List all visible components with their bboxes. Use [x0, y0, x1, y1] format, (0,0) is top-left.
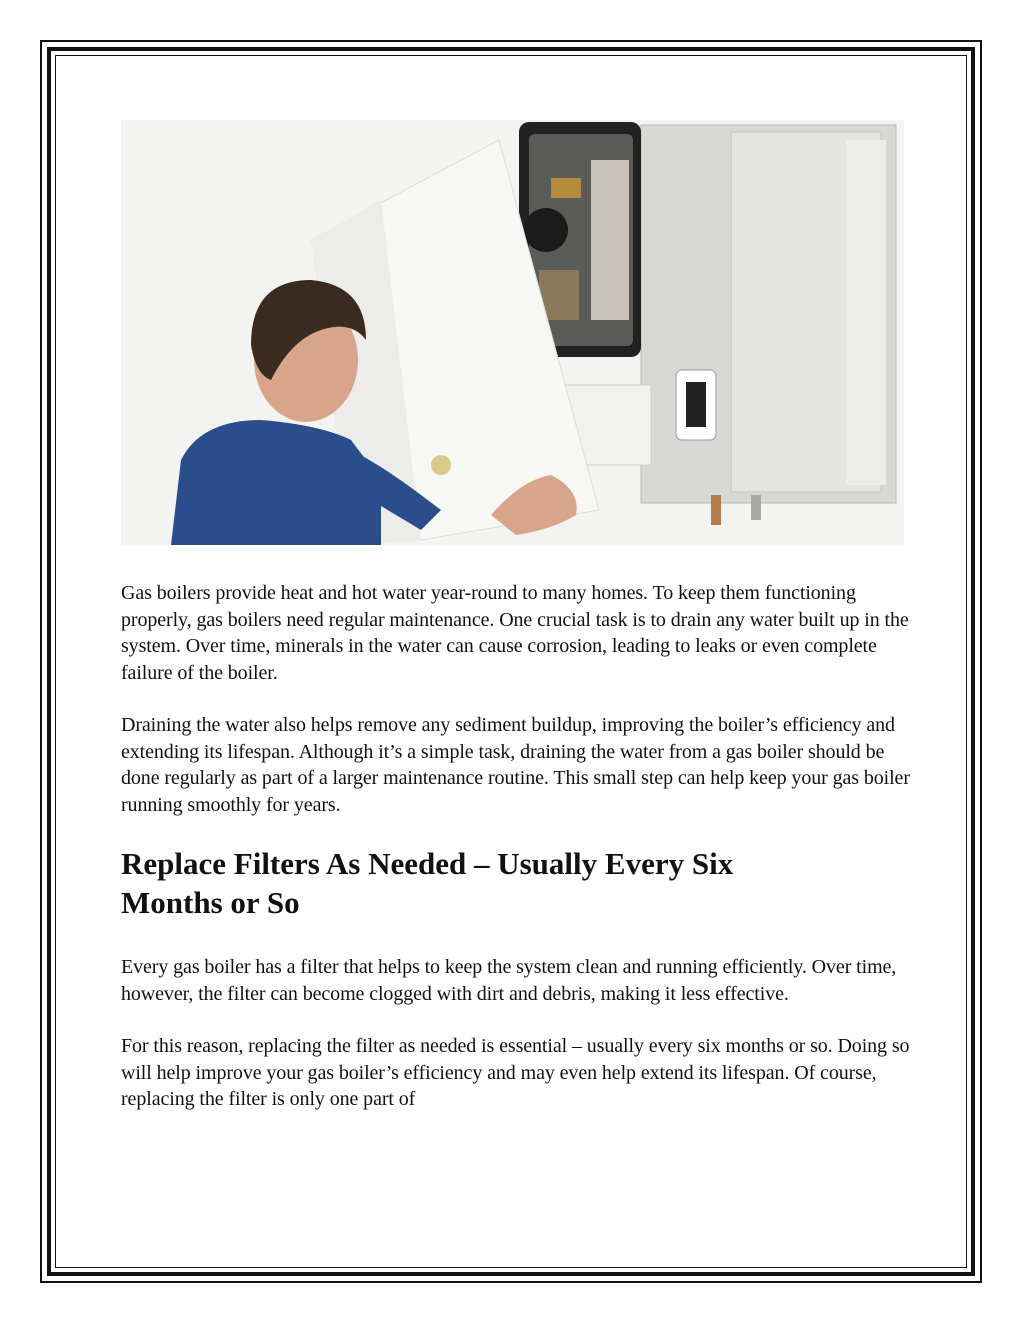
article-body	[121, 580, 911, 1139]
section-paragraph-1: Every gas boiler has a filter that helps to keep the system clean and running efficiently. Over time, however, the filter can become clogged with dirt and debris, making it less effective.	[121, 956, 897, 1005]
boiler-repair-photo	[121, 120, 904, 545]
intro-paragraph-1: Gas boilers provide heat and hot water year-round to many homes. To keep them functioning properly, gas boilers need regular maintenance. One crucial task is to drain any water built up in the system. Over time, minerals in the water can cause corrosion, leading to leaks or even complete failure of the boiler.	[121, 582, 909, 684]
section-paragraph-2: For this reason, replacing the filter as needed is essential – usually every six months or so. Doing so will help improve your gas boiler’s efficiency and may even help extend its lifespan. Of course, replacing the filter is only one part of	[121, 1035, 910, 1110]
intro-paragraph-2: Draining the water also helps remove any sediment buildup, improving the boiler’s efficiency and extending its lifespan. Although it’s a simple task, draining the water from a gas boiler should be done regularly as part of a larger maintenance routine. This small step can help keep your gas boiler running smoothly for years.	[121, 714, 910, 816]
section-heading: Replace Filters As Needed – Usually Every Six Months or So	[121, 846, 734, 920]
